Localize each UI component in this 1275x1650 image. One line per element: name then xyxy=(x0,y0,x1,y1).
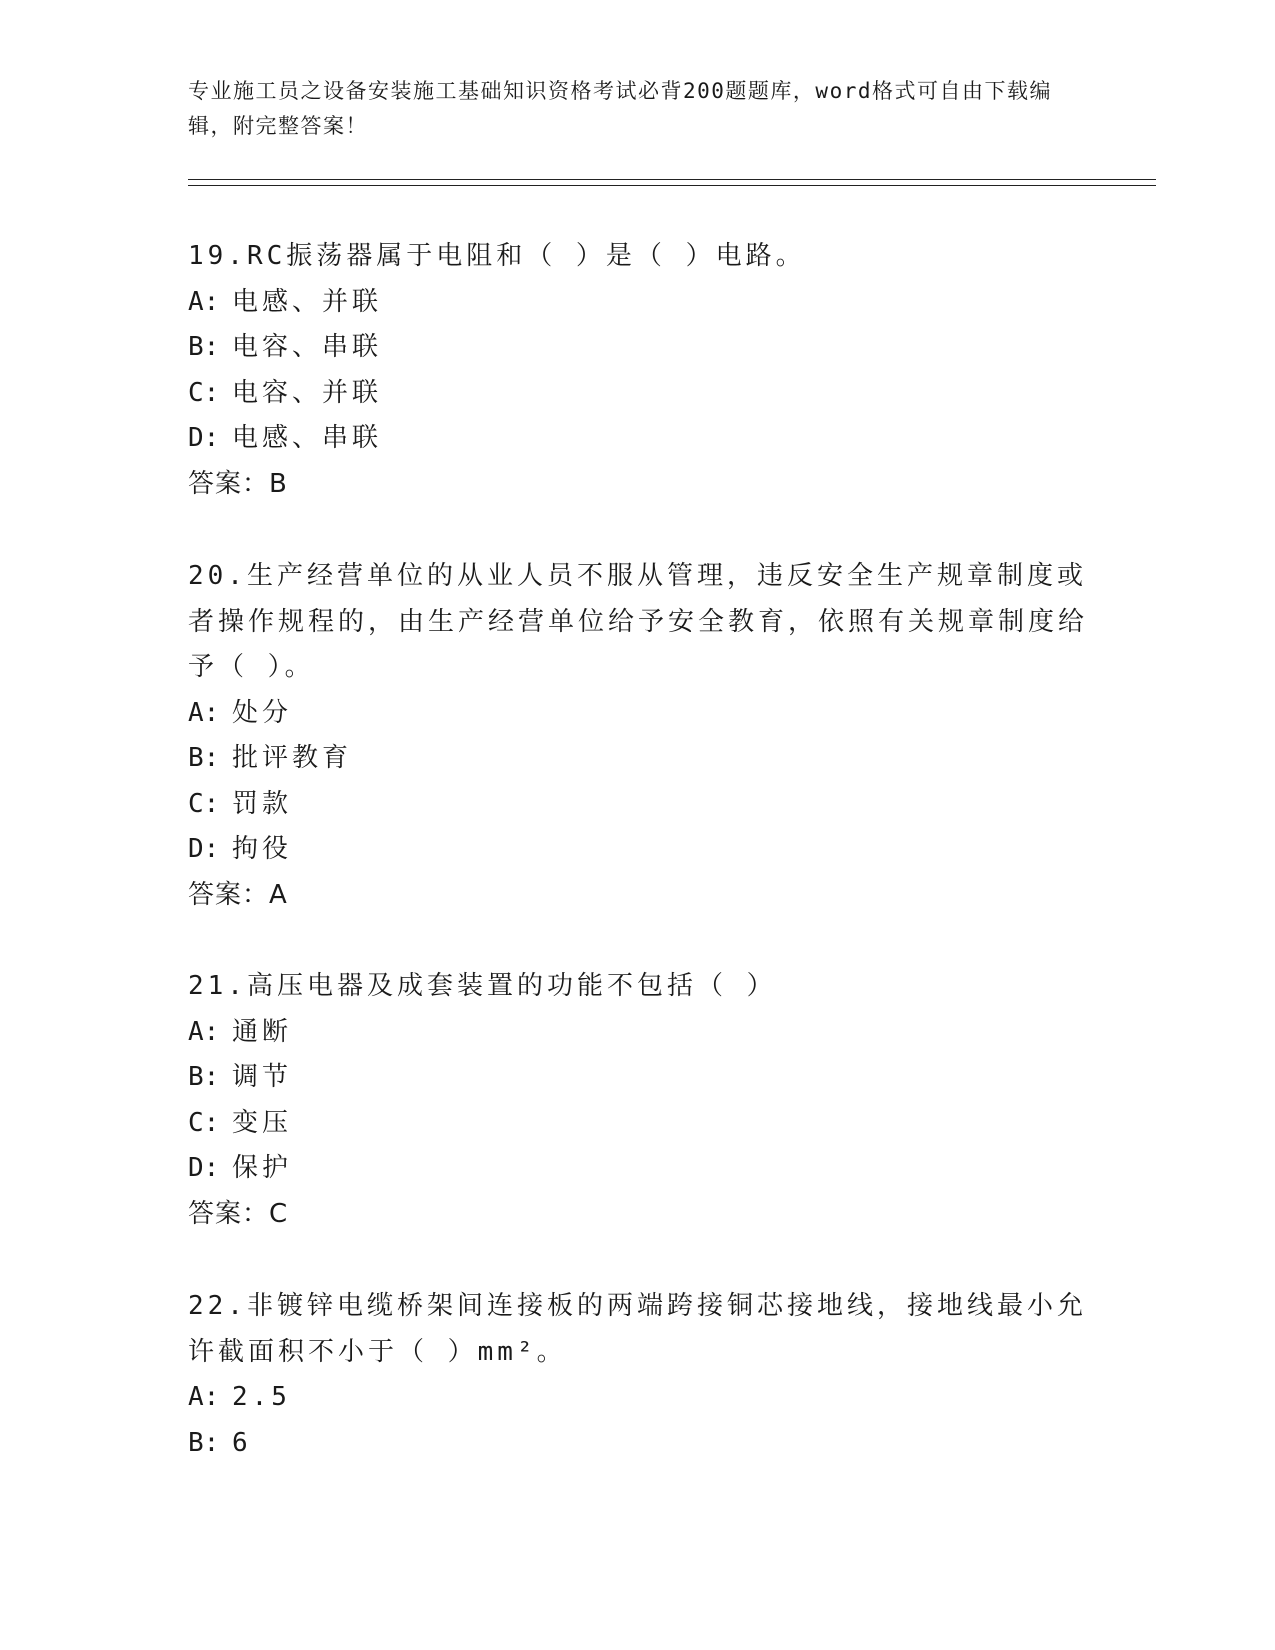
option-a xyxy=(188,280,1088,326)
option-text: 调节 xyxy=(232,1062,293,1092)
question-stem: 20.生产经营单位的从业人员不服从管理，违反安全生产规章制度或者操作规程的，由生产经营单位给予安全教育，依照有关规章制度给予（ ）。 xyxy=(188,561,1089,682)
option-b xyxy=(188,325,1088,371)
header-divider-bottom xyxy=(188,185,1156,186)
option-letter: B: xyxy=(188,1062,220,1092)
option-letter: D: xyxy=(188,1153,220,1183)
option-d xyxy=(188,827,1088,873)
answer-line: 答案：C xyxy=(188,1198,289,1229)
option-text: 拘役 xyxy=(232,834,293,864)
option-letter: B: xyxy=(188,1427,220,1458)
option-a xyxy=(188,1010,1088,1056)
header-divider-top xyxy=(188,179,1156,180)
option-a xyxy=(188,691,1088,737)
question-20 xyxy=(188,554,1088,918)
option-c xyxy=(188,1101,1088,1147)
option-letter: C: xyxy=(188,1107,220,1138)
option-letter: A: xyxy=(188,286,220,317)
document-header: 专业施工员之设备安装施工基础知识资格考试必背200题题库，word格式可自由下载编辑，附完整答案！ xyxy=(188,79,1052,138)
option-letter: B: xyxy=(188,743,220,773)
question-stem: 22.非镀锌电缆桥架间连接板的两端跨接铜芯接地线，接地线最小允许截面积不小于（ ）mm²。 xyxy=(188,1291,1087,1367)
answer-line: 答案：A xyxy=(188,879,288,910)
option-letter: B: xyxy=(188,332,220,362)
question-stem: 21.高压电器及成套装置的功能不包括（ ） xyxy=(188,971,777,1001)
question-stem: 19.RC振荡器属于电阻和（ ）是（ ）电路。 xyxy=(188,241,806,271)
option-b xyxy=(188,736,1088,782)
option-text: 通断 xyxy=(232,1016,293,1047)
option-d xyxy=(188,1146,1088,1192)
option-text: 电感、并联 xyxy=(232,286,383,317)
option-d xyxy=(188,416,1088,462)
question-21 xyxy=(188,964,1088,1237)
option-letter: A: xyxy=(188,1382,220,1412)
option-text: 电感、串联 xyxy=(232,423,383,453)
question-22 xyxy=(188,1284,1088,1466)
option-letter: D: xyxy=(188,834,220,864)
option-text: 变压 xyxy=(232,1107,293,1138)
option-text: 2.5 xyxy=(232,1382,291,1412)
option-letter: A: xyxy=(188,1016,220,1047)
option-letter: D: xyxy=(188,423,220,453)
option-b xyxy=(188,1421,1088,1467)
option-b xyxy=(188,1055,1088,1101)
option-a xyxy=(188,1375,1088,1421)
option-c xyxy=(188,782,1088,828)
option-text: 6 xyxy=(232,1427,252,1458)
option-letter: C: xyxy=(188,788,220,819)
option-text: 电容、并联 xyxy=(232,377,383,408)
option-text: 保护 xyxy=(232,1153,293,1183)
option-text: 罚款 xyxy=(232,788,293,819)
option-c xyxy=(188,371,1088,417)
option-letter: A: xyxy=(188,697,220,728)
option-text: 批评教育 xyxy=(232,743,353,773)
option-text: 电容、串联 xyxy=(232,332,383,362)
question-19 xyxy=(188,234,1088,507)
option-letter: C: xyxy=(188,377,220,408)
answer-line: 答案：B xyxy=(188,468,288,499)
option-text: 处分 xyxy=(232,697,293,728)
